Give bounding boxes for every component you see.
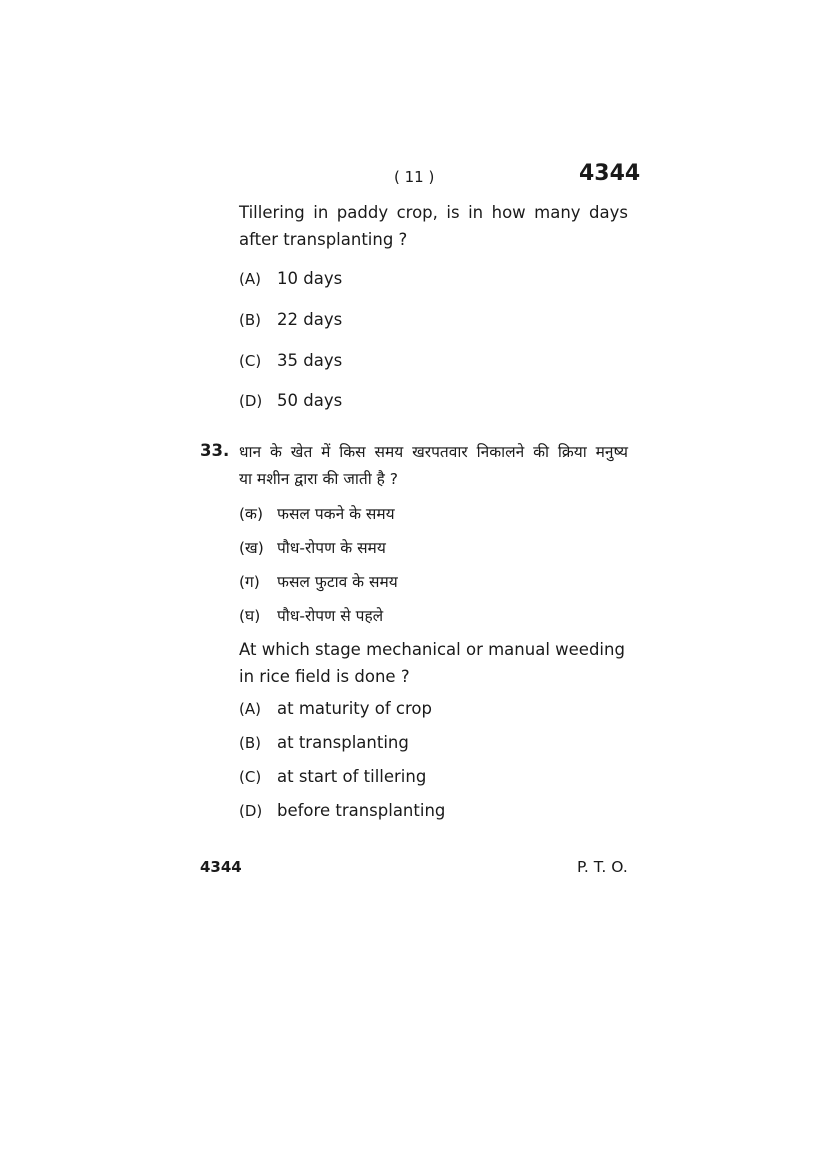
q32-option-c-text: 35 days <box>277 351 343 370</box>
paper-code-footer: 4344 <box>200 858 242 876</box>
pto-note: P. T. O. <box>577 858 628 876</box>
q33-option-d-label: (D) <box>239 802 263 820</box>
q32-option-c-label: (C) <box>239 352 262 370</box>
q33-hindi-option-3-text: फसल फुटाव के समय <box>277 573 398 591</box>
q33-number: 33. <box>200 441 230 460</box>
q33-option-b-text: at transplanting <box>277 733 409 752</box>
q32-option-a-text: 10 days <box>277 269 343 288</box>
q32-option-b-label: (B) <box>239 311 261 329</box>
q32-option-d-text: 50 days <box>277 391 343 410</box>
q33-hindi-option-1-text: फसल पकने के समय <box>277 505 395 523</box>
q33-option-a-text: at maturity of crop <box>277 699 432 718</box>
q33-hindi-option-3-label: (ग) <box>239 573 260 591</box>
q33-hindi-option-2-label: (ख) <box>239 539 264 557</box>
q33-option-d-text: before transplanting <box>277 801 446 820</box>
q33-option-b-label: (B) <box>239 734 261 752</box>
q33-option-a-label: (A) <box>239 700 261 718</box>
q33-english-question: At which stage mechanical or manual weeding in rice field is done ? <box>239 640 625 686</box>
q33-option-c-label: (C) <box>239 768 262 786</box>
q32-option-d-label: (D) <box>239 392 263 410</box>
q32-option-a-label: (A) <box>239 270 261 288</box>
paper-code-header: 4344 <box>579 161 641 186</box>
q33-hindi-option-4-label: (घ) <box>239 607 261 625</box>
q32-option-b-text: 22 days <box>277 310 343 329</box>
q32-english-question: Tillering in paddy crop, is in how many days after transplanting ? <box>239 203 628 249</box>
q33-hindi-option-4-text: पौध-रोपण से पहले <box>277 607 384 625</box>
q33-option-c-text: at start of tillering <box>277 767 427 786</box>
page-number: ( 11 ) <box>394 168 435 186</box>
q33-hindi-option-1-label: (क) <box>239 505 263 523</box>
q33-hindi-line1: धान के खेत में किस समय खरपतवार निकालने की क्रिया मनुष्य <box>239 443 628 461</box>
q33-hindi-option-2-text: पौध-रोपण के समय <box>277 539 386 557</box>
q33-hindi-line2: या मशीन द्वारा की जाती है ? <box>239 470 399 488</box>
